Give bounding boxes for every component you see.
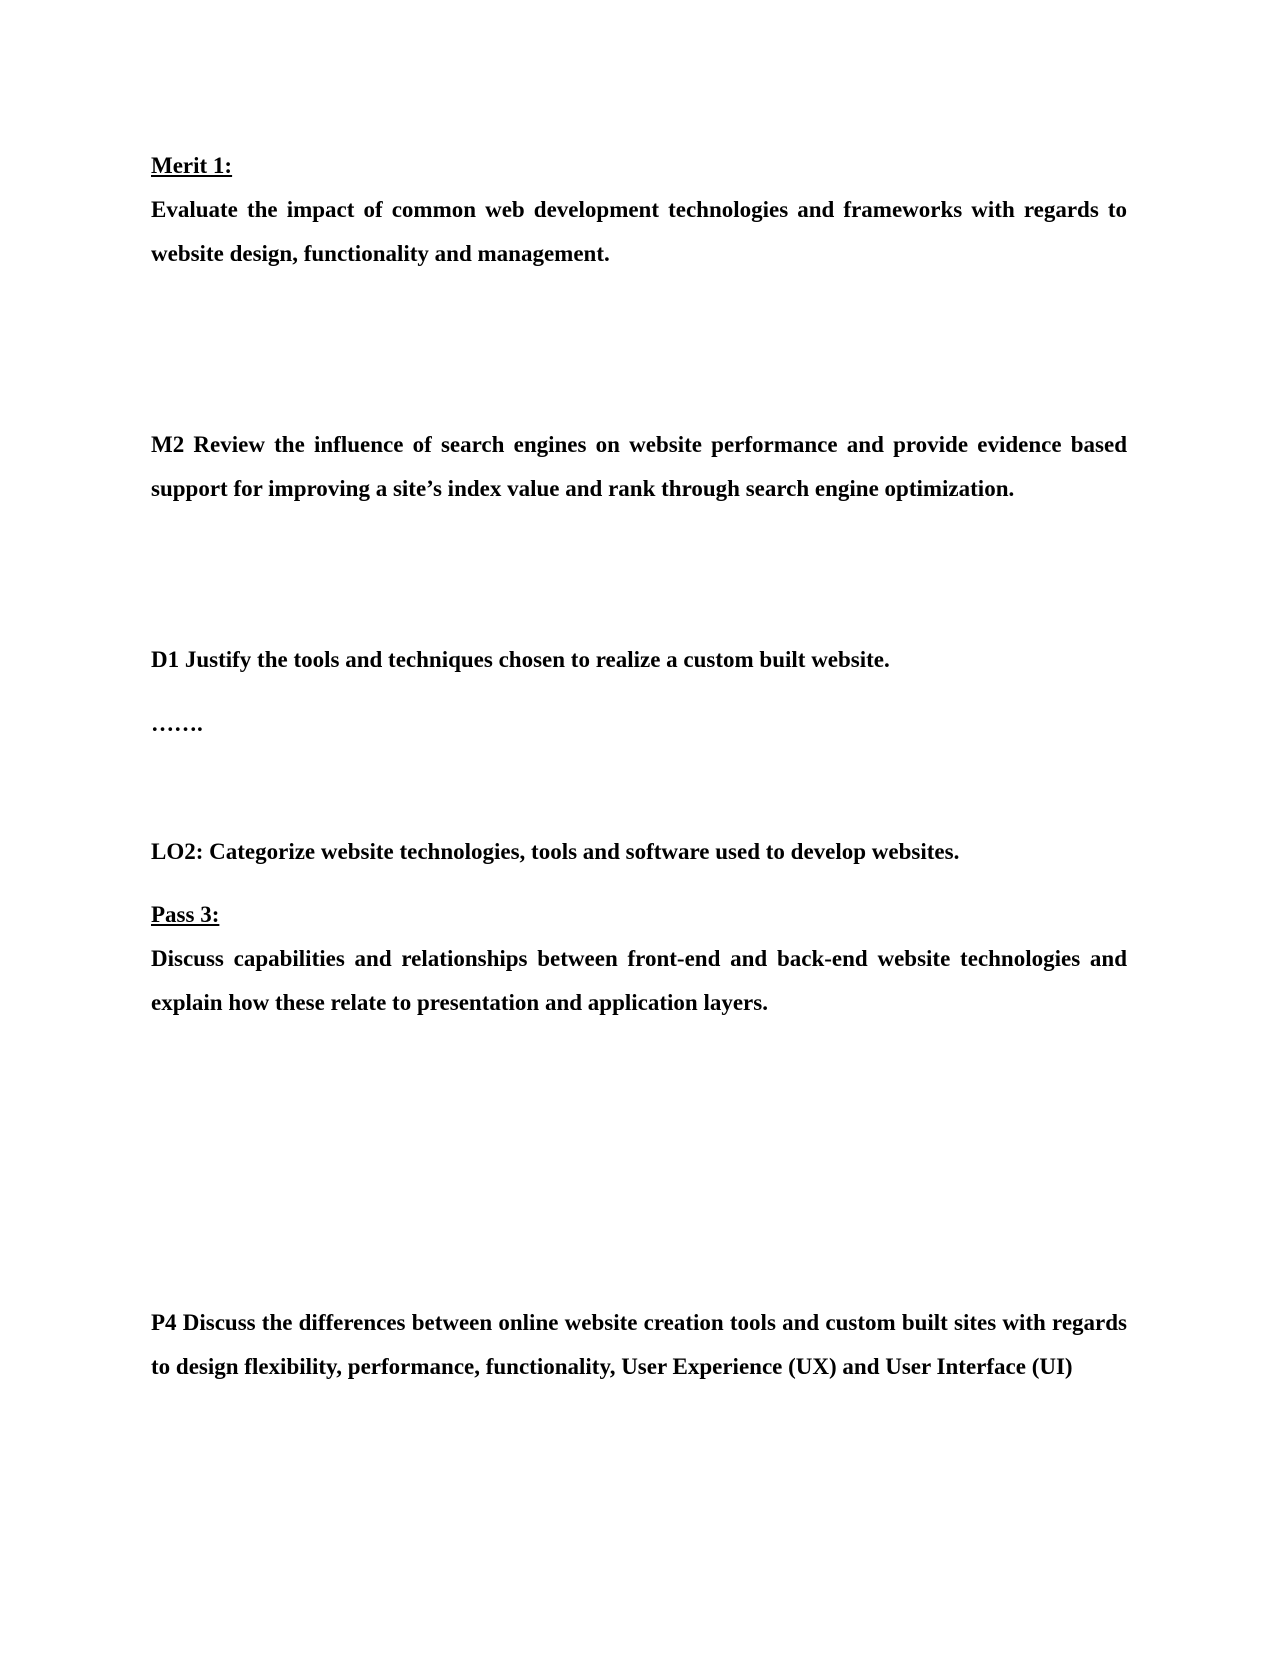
lo2-text: LO2: Categorize website technologies, tools and software used to develop websites. — [151, 839, 960, 864]
pass3-section — [151, 893, 1127, 1025]
ellipsis-text: ……. — [151, 711, 203, 736]
p4-section — [151, 1301, 1127, 1389]
merit1-text: Evaluate the impact of common web development technologies and frameworks with regards to website design, functionality and management. — [151, 197, 1127, 266]
d1-section — [151, 638, 1127, 682]
pass3-text: Discuss capabilities and relationships between front-end and back-end website technologies and explain how these relate to presentation and application layers. — [151, 946, 1127, 1015]
merit1-section — [151, 144, 1127, 276]
m2-text: M2 Review the influence of search engines on website performance and provide evidence based support for improving a site’s index value and rank through search engine optimization. — [151, 432, 1127, 501]
merit1-heading: Merit 1: — [151, 153, 233, 178]
m2-section — [151, 423, 1127, 511]
ellipsis-section — [151, 702, 1127, 746]
p4-text: P4 Discuss the differences between online website creation tools and custom built sites with regards to design flexibility, performance, functionality, User Experience (UX) and User Interface (UI) — [151, 1310, 1127, 1379]
lo2-section — [151, 830, 1127, 874]
d1-text: D1 Justify the tools and techniques chosen to realize a custom built website. — [151, 647, 890, 672]
pass3-heading: Pass 3: — [151, 902, 220, 927]
